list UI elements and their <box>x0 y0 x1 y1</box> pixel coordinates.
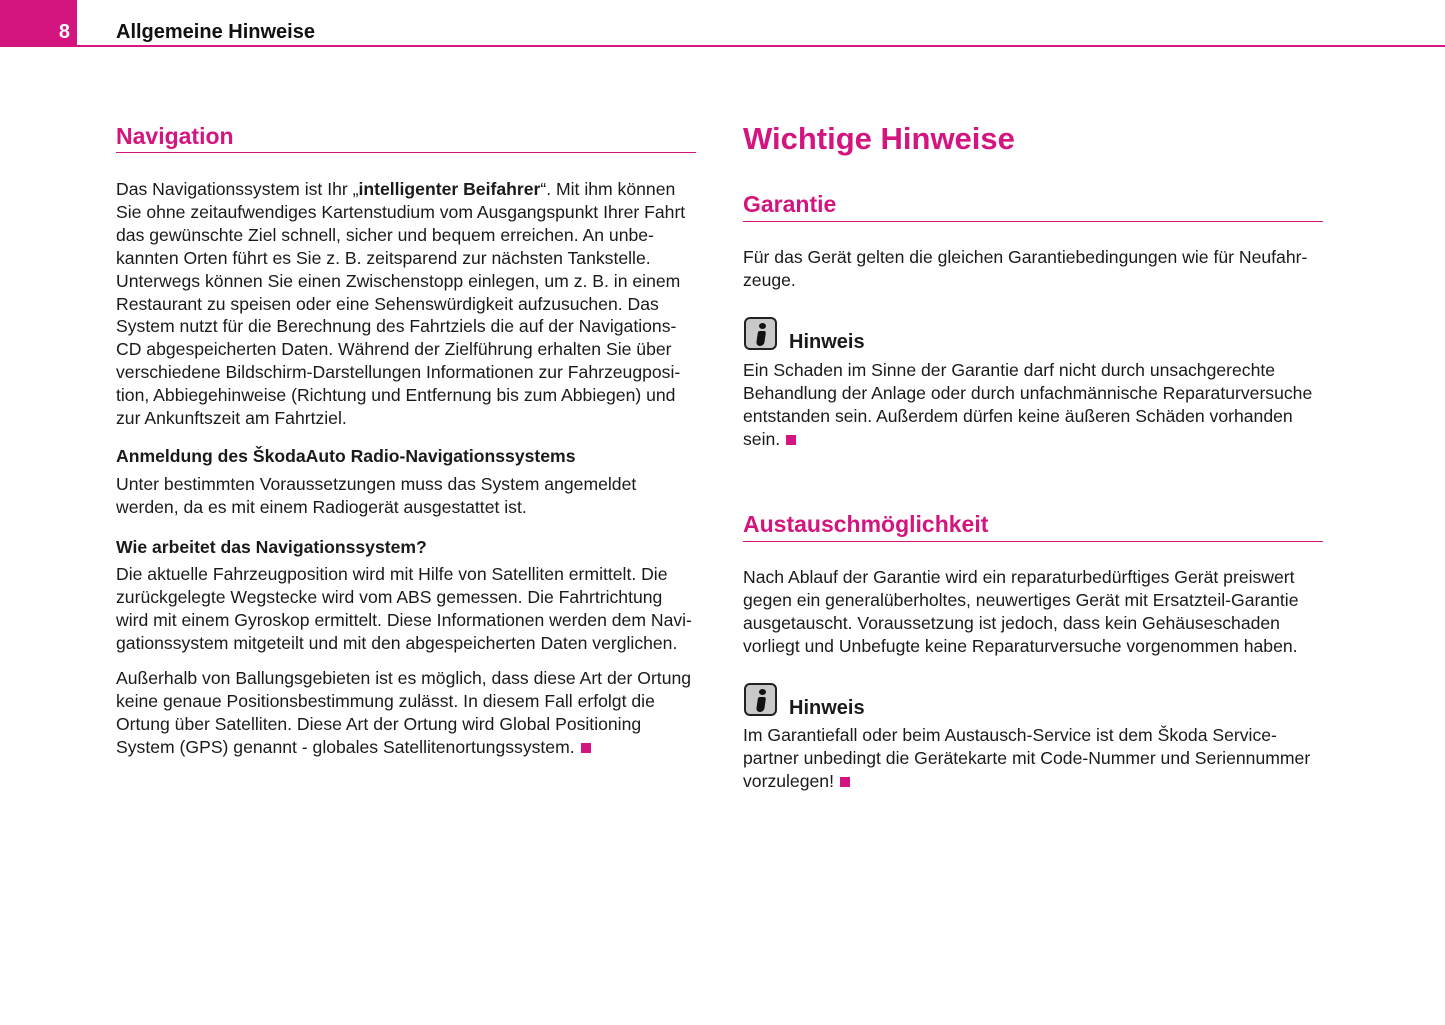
text-line <box>743 612 1298 635</box>
text-span: ausgetauscht. Voraussetzung ist jedoch, dass kein Gehäuseschaden <box>743 612 1280 633</box>
text-span: Restaurant zu speisen oder eine Sehenswürdigkeit aufzusuchen. Das <box>116 293 659 314</box>
text-line <box>116 563 692 586</box>
text-line <box>116 270 685 293</box>
text-span: Das Navigationssystem ist Ihr „ <box>116 179 359 199</box>
text-line <box>743 246 1307 269</box>
text-line <box>116 690 691 713</box>
text-line <box>743 589 1298 612</box>
text-span: Ortung über Satelliten. Diese Art der Ortung wird Global Positioning <box>116 713 642 734</box>
text-span: wird mit einem Gyroskop ermittelt. Diese Informationen werden dem Navi- <box>116 609 692 630</box>
registration-text <box>116 473 636 519</box>
text-line <box>743 405 1312 428</box>
text-span: zeuge. <box>743 269 796 290</box>
header-rule <box>77 45 1445 47</box>
text-line <box>743 359 1312 382</box>
text-span: Außerhalb von Ballungsgebieten ist es möglich, dass diese Art der Ortung <box>116 668 692 688</box>
info-icon <box>744 683 777 716</box>
end-marker-icon <box>581 743 591 753</box>
text-line <box>116 609 692 632</box>
text-span: Sie ohne zeitaufwendiges Kartenstudium vom Ausgangspunkt Ihrer Fahrt <box>116 201 686 222</box>
text-line <box>116 384 685 407</box>
text-line <box>116 473 636 496</box>
text-line <box>116 736 691 759</box>
text-span: System (GPS) genannt - globales Satellitenortungssystem. <box>116 736 575 757</box>
text-line <box>116 496 636 519</box>
text-line <box>116 667 691 690</box>
text-line <box>743 428 1312 451</box>
text-line <box>116 178 685 201</box>
text-line <box>116 293 685 316</box>
text-line <box>743 566 1298 589</box>
text-line <box>743 382 1312 405</box>
text-line <box>116 407 685 430</box>
note-title: Hinweis <box>789 331 865 353</box>
text-line <box>743 269 1307 292</box>
text-span: Für das Gerät gelten die gleichen Garantiebedingungen wie für Neufahr- <box>743 247 1308 267</box>
text-span: das gewünschte Ziel schnell, sicher und bequem erreichen. An unbe- <box>116 224 654 245</box>
text-span: entstanden sein. Außerdem dürfen keine äußeren Schäden vorhanden <box>743 405 1293 426</box>
text-line <box>116 713 691 736</box>
heading-rule <box>743 541 1323 542</box>
section-title: Wichtige Hinweise <box>743 121 1015 156</box>
text-span: “. Mit ihm können <box>540 179 676 199</box>
text-line <box>743 635 1298 658</box>
text-line <box>116 315 685 338</box>
text-span: keine genaue Positionsbestimmung zulässt. In diesem Fall erfolgt die <box>116 690 655 711</box>
text-line <box>116 361 685 384</box>
chapter-title: Allgemeine Hinweise <box>116 21 315 43</box>
text-span: werden, da es mit einem Radiogerät ausgestattet ist. <box>116 496 527 517</box>
austausch-note-text <box>743 724 1310 793</box>
text-span: Im Garantiefall oder beim Austausch-Service ist dem Škoda Service- <box>743 725 1277 745</box>
text-span: vorzulegen! <box>743 770 834 791</box>
end-marker-icon <box>786 435 796 445</box>
text-span: Behandlung der Anlage oder durch unfachmännische Reparaturversuche <box>743 382 1313 403</box>
text-span: Ein Schaden im Sinne der Garantie darf nicht durch unsachgerechte <box>743 360 1276 380</box>
garantie-note-text <box>743 359 1312 451</box>
navigation-heading: Navigation <box>116 123 234 149</box>
page-number: 8 <box>58 21 70 43</box>
text-span: partner unbedingt die Gerätekarte mit Code-Nummer und Seriennummer <box>743 747 1311 768</box>
text-span: gationssystem mitgeteilt und mit den abgespeicherten Daten verglichen. <box>116 632 678 653</box>
garantie-heading: Garantie <box>743 191 837 217</box>
heading-rule <box>116 152 696 153</box>
subheading-registration: Anmeldung des ŠkodaAuto Radio-Navigationssystems <box>116 446 576 466</box>
text-span: sein. <box>743 428 781 449</box>
text-line <box>116 338 685 361</box>
text-span: zur Ankunftszeit am Fahrtziel. <box>116 408 347 429</box>
text-span: Die aktuelle Fahrzeugposition wird mit Hilfe von Satelliten ermittelt. Die <box>116 564 668 584</box>
subheading-how-it-works: Wie arbeitet das Navigationssystem? <box>116 537 427 557</box>
text-span: Nach Ablauf der Garantie wird ein reparaturbedürftiges Gerät preiswert <box>743 567 1295 587</box>
heading-rule <box>743 221 1323 222</box>
how-it-works-text <box>116 563 692 655</box>
text-span: verschiedene Bildschirm-Darstellungen Informationen zur Fahrzeugposi- <box>116 362 681 383</box>
note-title: Hinweis <box>789 697 865 719</box>
text-line <box>116 632 692 655</box>
text-line <box>743 747 1310 770</box>
text-line <box>116 224 685 247</box>
text-span: zurückgelegte Wegstecke wird vom ABS gemessen. Die Fahrtrichtung <box>116 586 663 607</box>
navigation-intro <box>116 178 685 430</box>
text-span: Unter bestimmten Voraussetzungen muss das System angemeldet <box>116 474 637 494</box>
gps-text <box>116 667 691 759</box>
text-span: tion, Abbiegehinweise (Richtung und Entfernung bis zum Abbiegen) und <box>116 385 676 406</box>
end-marker-icon <box>840 777 850 787</box>
text-line <box>743 724 1310 747</box>
austausch-heading: Austauschmöglichkeit <box>743 511 989 537</box>
text-line <box>116 201 685 224</box>
bold-term: intelligenter Beifahrer <box>358 179 541 199</box>
text-line <box>116 247 685 270</box>
austausch-text <box>743 566 1298 658</box>
text-span: kannten Orten führt es Sie z. B. zeitsparend zur nächsten Tankstelle. <box>116 247 651 268</box>
text-line <box>743 770 1310 793</box>
text-span: CD abgespeicherten Daten. Während der Zielführung erhalten Sie über <box>116 339 672 360</box>
info-icon <box>744 317 777 350</box>
text-span: vorliegt und Unbefugte keine Reparaturversuche vorgenommen haben. <box>743 635 1298 656</box>
garantie-text <box>743 246 1307 292</box>
text-span: gegen ein generalüberholtes, neuwertiges Gerät mit Ersatzteil-Garantie <box>743 589 1299 610</box>
text-span: Unterwegs können Sie einen Zwischenstopp einlegen, um z. B. in einem <box>116 270 681 291</box>
text-span: System nutzt für die Berechnung des Fahrtziels die auf der Navigations- <box>116 316 677 337</box>
text-line <box>116 586 692 609</box>
